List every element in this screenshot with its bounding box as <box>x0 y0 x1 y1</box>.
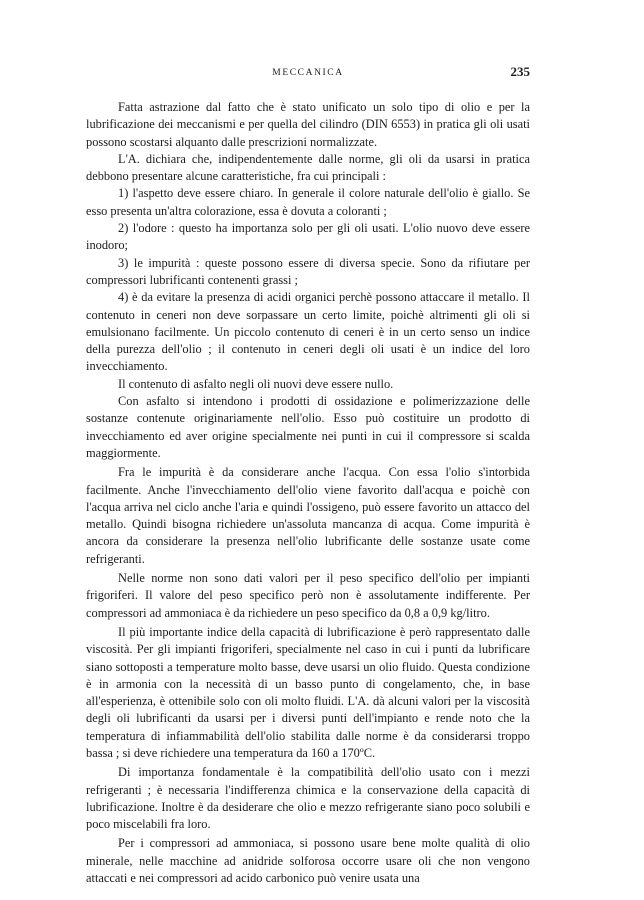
paragraph: Di importanza fondamentale è la compatibilità dell'olio usato con i mezzi refrigeranti ; è necessaria l'indifferenza chimica e la conservazione della capacità di lubrificazione. Inoltre è da desiderare che olio e mezzo refrigerante siano poco solubili e poco miscelabili fra loro. <box>86 765 530 832</box>
list-item-paragraph: 4) è da evitare la presenza di acidi organici perchè possono attaccare il metallo. Il contenuto in ceneri non deve sorpassare un certo limite, poichè altrimenti gli oli si emulsionano facilmente. Un piccolo contenuto di ceneri è in un certo senso un indice della purezza dell'olio ; il contenuto in ceneri degli oli usati è un indice del loro invecchiamento. <box>86 290 530 374</box>
body-text <box>86 99 530 887</box>
paragraph: Fatta astrazione dal fatto che è stato unificato un solo tipo di olio e per la lubrificazione dei meccanismi e per quella del cilindro (DIN 6553) in pratica gli oli usati possono scostarsi alquanto dalle prescrizioni normalizzate. <box>86 100 530 149</box>
page-header <box>86 64 530 82</box>
page-number: 235 <box>510 64 530 79</box>
paragraph: Nelle norme non sono dati valori per il peso specifico dell'olio per impianti frigoriferi. Il valore del peso specifico però non è assolutamente indifferente. Per compressori ad ammoniaca è da richiedere un peso specifico da 0,8 a 0,9 kg/litro. <box>86 571 530 620</box>
running-title: MECCANICA <box>272 68 344 78</box>
list-item-paragraph: 1) l'aspetto deve essere chiaro. In generale il colore naturale dell'olio è giallo. Se esso presenta un'altra colorazione, essa è dovuta a coloranti ; <box>86 186 530 218</box>
paragraph: Il contenuto di asfalto negli oli nuovi deve essere nullo. <box>118 376 394 391</box>
list-item-paragraph: 2) l'odore : questo ha importanza solo per gli oli usati. L'olio nuovo deve essere inodoro; <box>86 221 530 253</box>
paragraph: Per i compressori ad ammoniaca, si possono usare bene molte qualità di olio minerale, nelle macchine ad anidride solforosa occorre usare oli che non vengono attaccati e nei compressori ad acido carbonico può venire usata una <box>86 836 530 886</box>
paragraph: Fra le impurità è da considerare anche l'acqua. Con essa l'olio s'intorbida facilmente. Anche l'invecchiamento dell'olio viene favorito dall'acqua e poichè con l'acqua arriva nel ciclo anche l'aria e quindi l'ossigeno, può essere favorito un attacco del metallo. Quindi bisogna richiedere un'assoluta mancanza di acqua. Come impurità è ancora da considerare la presenza nell'olio lubrificante delle sostanze usate come refrigeranti. <box>86 465 530 566</box>
list-item-paragraph: 3) le impurità : queste possono essere di diversa specie. Sono da rifiutare per compressori lubrificanti contenenti grassi ; <box>86 255 530 287</box>
paragraph: Il più importante indice della capacità di lubrificazione è però rappresentato dalle viscosità. Per gli impianti frigoriferi, specialmente nel caso in cui i punti da lubrificare siano sottoposti a temperature molto basse, deve usarsi un olio fluido. Questa condizione è in armonia con la necessità di un basso punto di congelamento, che, in base all'esperienza, è ottenibile solo con oli molto fluidi. L'A. dà alcuni valori per la viscosità degli oli lubrificanti da usarsi per i diversi punti dell'impianto e rende noto che la temperatura di infiammabilità dell'olio stabilita dalle norme è da considerarsi troppo bassa ; si deve richiedere una temperatura da 160 a 170ºC. <box>86 624 530 760</box>
paragraph: Con asfalto si intendono i prodotti di ossidazione e polimerizzazione delle sostanze contenute originariamente nell'olio. Esso può costituire un prodotto di invecchiamento ed aver origine specialmente nei punti in cui il compressore si scalda maggiormente. <box>86 394 530 460</box>
paragraph: L'A. dichiara che, indipendentemente dalle norme, gli oli da usarsi in pratica debbono presentare alcune caratteristiche, fra cui principali : <box>86 151 530 184</box>
